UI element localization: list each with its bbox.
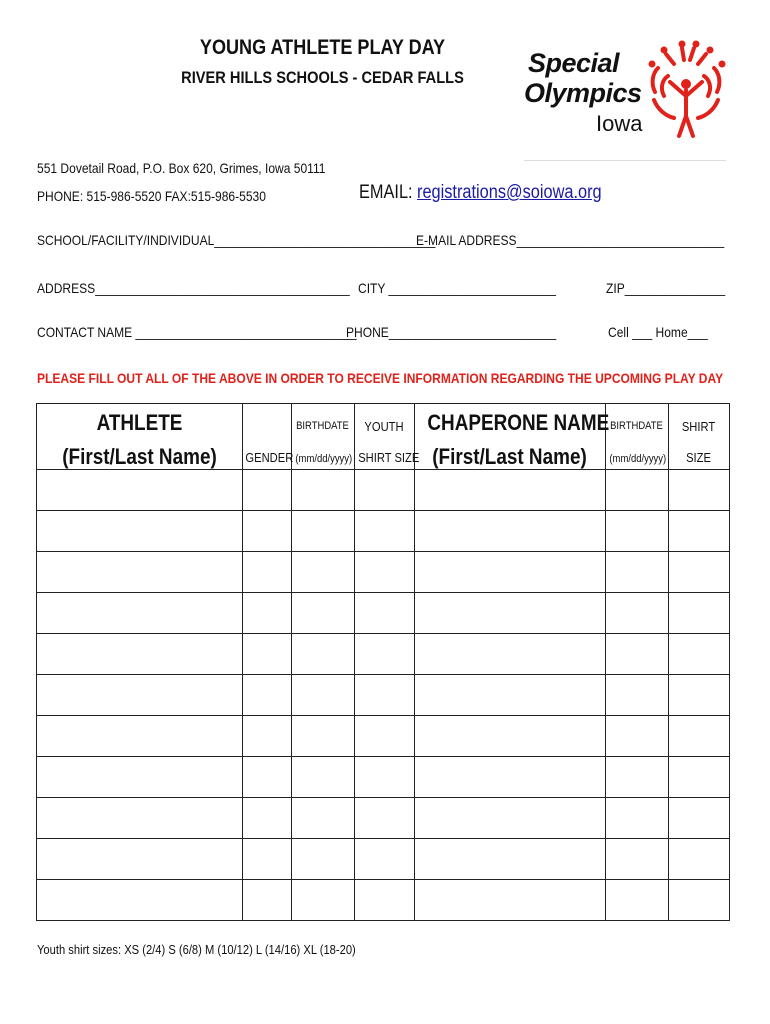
gender-header: GENDER [245, 450, 294, 465]
table-row [37, 592, 729, 593]
chaperone-birthdate-format: (mm/dd/yyyy) [609, 453, 667, 465]
youth-header: YOUTH [364, 419, 404, 434]
shirt-header: SHIRT [681, 419, 716, 434]
form-subtitle: RIVER HILLS SCHOOLS - CEDAR FALLS [181, 68, 464, 87]
athlete-header: ATHLETE [96, 410, 183, 435]
column-divider [668, 404, 669, 920]
column-divider [291, 404, 292, 920]
table-row [37, 633, 729, 634]
email-address-field[interactable]: E-MAIL ADDRESS_______________________________ [416, 232, 725, 248]
phone-field[interactable]: PHONE_________________________ [346, 324, 557, 340]
birthdate-format: (mm/dd/yyyy) [295, 453, 353, 465]
registration-table [36, 403, 730, 921]
address-field[interactable]: ADDRESS______________________________________ [37, 280, 350, 296]
table-row [37, 879, 729, 880]
school-field[interactable]: SCHOOL/FACILITY/INDIVIDUAL_________________________________ [37, 232, 436, 248]
zip-field[interactable]: ZIP_______________ [606, 280, 726, 296]
table-row [37, 551, 729, 552]
city-field[interactable]: CITY _________________________ [358, 280, 556, 296]
email-link[interactable]: registrations@soiowa.org [417, 182, 602, 203]
table-row [37, 510, 729, 511]
table-row [37, 756, 729, 757]
email-label: EMAIL: [359, 182, 413, 203]
organization-phone-fax: PHONE: 515-986-5520 FAX:515-986-5530 [37, 188, 266, 204]
logo-divider [524, 160, 726, 161]
chaperone-header: CHAPERONE NAME [427, 410, 610, 435]
column-divider [242, 404, 243, 920]
youth-shirt-sizes-note: Youth shirt sizes: XS (2/4) S (6/8) M (10/12) L (14/16) XL (18-20) [37, 942, 356, 957]
logo-line-iowa: Iowa [596, 111, 643, 136]
athlete-header-sub: (First/Last Name) [62, 444, 217, 469]
logo-line-special: Special [528, 48, 620, 78]
special-olympics-logo [518, 40, 728, 158]
organization-address: 551 Dovetail Road, P.O. Box 620, Grimes, Iowa 50111 [37, 160, 326, 176]
cell-home-field[interactable]: Cell ___ Home___ [608, 324, 708, 340]
fill-out-notice: PLEASE FILL OUT ALL OF THE ABOVE IN ORDER TO RECEIVE INFORMATION REGARDING THE UPCOMING PLAY DAY [37, 370, 724, 386]
chaperone-birthdate-header: BIRTHDATE [610, 420, 663, 432]
table-row [37, 469, 729, 470]
table-row [37, 715, 729, 716]
contact-name-field[interactable]: CONTACT NAME _________________________________ [37, 324, 357, 340]
column-divider [414, 404, 415, 920]
shirt-size-header: SHIRT SIZE [358, 450, 420, 465]
birthdate-header: BIRTHDATE [296, 420, 349, 432]
column-divider [354, 404, 355, 920]
table-row [37, 797, 729, 798]
special-olympics-figure-icon [646, 40, 728, 140]
table-row [37, 838, 729, 839]
logo-line-olympics: Olympics [524, 78, 642, 108]
table-row [37, 674, 729, 675]
form-title: YOUNG ATHLETE PLAY DAY [199, 36, 446, 59]
size-header: SIZE [686, 450, 711, 465]
column-divider [605, 404, 606, 920]
chaperone-header-sub: (First/Last Name) [432, 444, 587, 469]
